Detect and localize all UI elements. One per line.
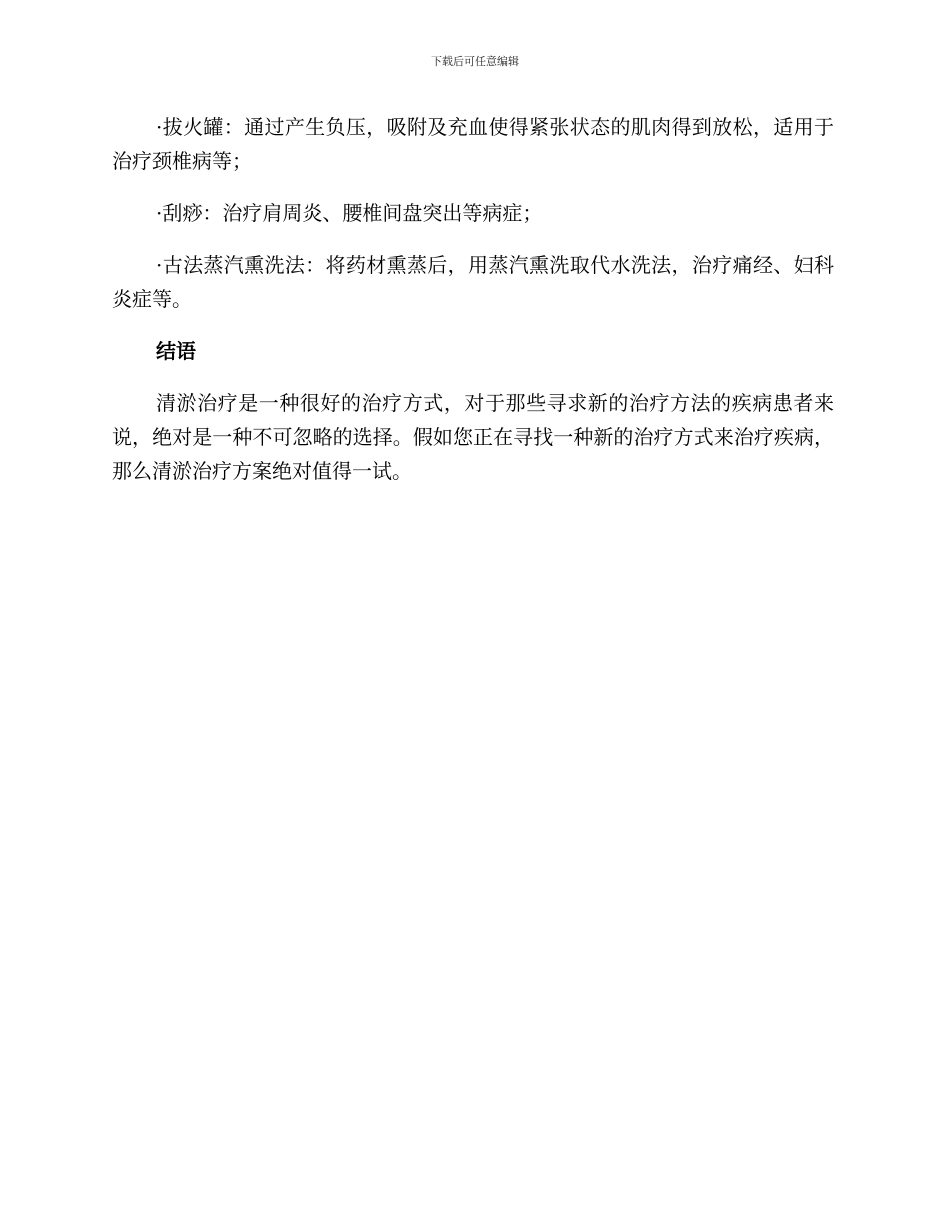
list-item-guasha: ·刮痧：治疗肩周炎、腰椎间盘突出等病症；: [156, 201, 543, 225]
page-header: 下载后可任意编辑: [431, 55, 519, 68]
list-item-cupping: ·拔火罐：通过产生负压，吸附及充血使得紧张状态的肌肉得到放松，适用于治疗颈椎病等；: [112, 115, 834, 173]
list-item-steam-wash: ·古法蒸汽熏洗法：将药材熏蒸后，用蒸汽熏洗取代水洗法，治疗痛经、妇科炎症等。: [112, 253, 834, 311]
document-body: [112, 110, 834, 506]
conclusion-paragraph: 清淤治疗是一种很好的治疗方式，对于那些寻求新的治疗方法的疾病患者来说，绝对是一种不可忽略的选择。假如您正在寻找一种新的治疗方式来治疗疾病，那么清淤治疗方案绝对值得一试。: [112, 391, 834, 483]
section-heading-conclusion: 结语: [156, 339, 196, 363]
